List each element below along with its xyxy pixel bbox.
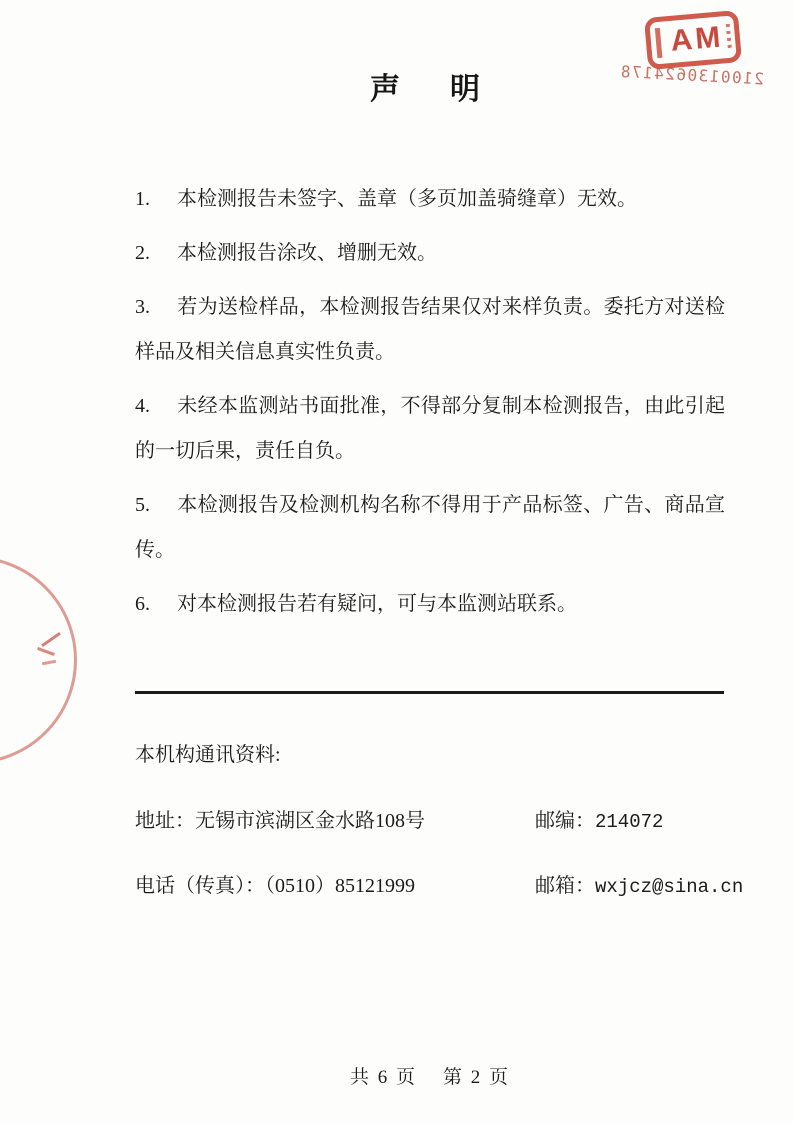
email-value: wxjcz@sina.cn bbox=[595, 876, 744, 898]
declaration-list bbox=[135, 177, 725, 636]
page-current: 第 2 页 bbox=[443, 1067, 511, 1088]
address-value: 无锡市滨湖区金水路108号 bbox=[195, 810, 425, 832]
contact-row-phone bbox=[135, 869, 744, 898]
item-text: 未经本监测站书面批准，不得部分复制本检测报告，由此引起的一切后果，责任自负。 bbox=[135, 395, 725, 462]
declaration-item-2 bbox=[135, 231, 725, 276]
item-text: 对本检测报告若有疑问，可与本监测站联系。 bbox=[177, 593, 577, 615]
item-text: 若为送检样品，本检测报告结果仅对来样负责。委托方对送检样品及相关信息真实性负责。 bbox=[135, 296, 725, 363]
phone-label: 电话（传真）： bbox=[135, 875, 265, 897]
item-number: 2. bbox=[135, 242, 150, 264]
stamp-serial-number: 2100130624178 bbox=[618, 61, 765, 89]
item-number: 4. bbox=[135, 395, 150, 417]
item-text: 本检测报告涂改、增删无效。 bbox=[177, 242, 437, 264]
contact-row-address bbox=[135, 804, 725, 833]
declaration-item-4 bbox=[135, 384, 725, 474]
page-footer bbox=[135, 1062, 725, 1089]
item-number: 3. bbox=[135, 296, 150, 318]
page-title: 声 明 bbox=[370, 73, 490, 106]
stamp-side-marks bbox=[726, 24, 732, 50]
item-number: 1. bbox=[135, 188, 150, 210]
email-label: 邮箱： bbox=[535, 875, 595, 897]
declaration-item-5 bbox=[135, 483, 725, 573]
postcode-label: 邮编： bbox=[535, 810, 595, 832]
horizontal-divider bbox=[135, 691, 724, 694]
stamp-logo-text: AM bbox=[669, 20, 725, 58]
contact-heading: 本机构通讯资料: bbox=[135, 744, 281, 766]
declaration-item-3 bbox=[135, 285, 725, 375]
declaration-item-6 bbox=[135, 582, 725, 627]
declaration-item-1 bbox=[135, 177, 725, 222]
item-number: 6. bbox=[135, 593, 150, 615]
item-text: 本检测报告未签字、盖章（多页加盖骑缝章）无效。 bbox=[177, 188, 637, 210]
item-text: 本检测报告及检测机构名称不得用于产品标签、广告、商品宣传。 bbox=[135, 494, 725, 561]
certification-stamp bbox=[644, 10, 742, 70]
address-label: 地址： bbox=[135, 810, 195, 832]
item-number: 5. bbox=[135, 494, 150, 516]
phone-value: （0510）85121999 bbox=[265, 875, 415, 897]
round-seal-arc bbox=[0, 556, 77, 764]
postcode-value: 214072 bbox=[595, 811, 664, 833]
pages-total: 共 6 页 bbox=[349, 1067, 417, 1088]
